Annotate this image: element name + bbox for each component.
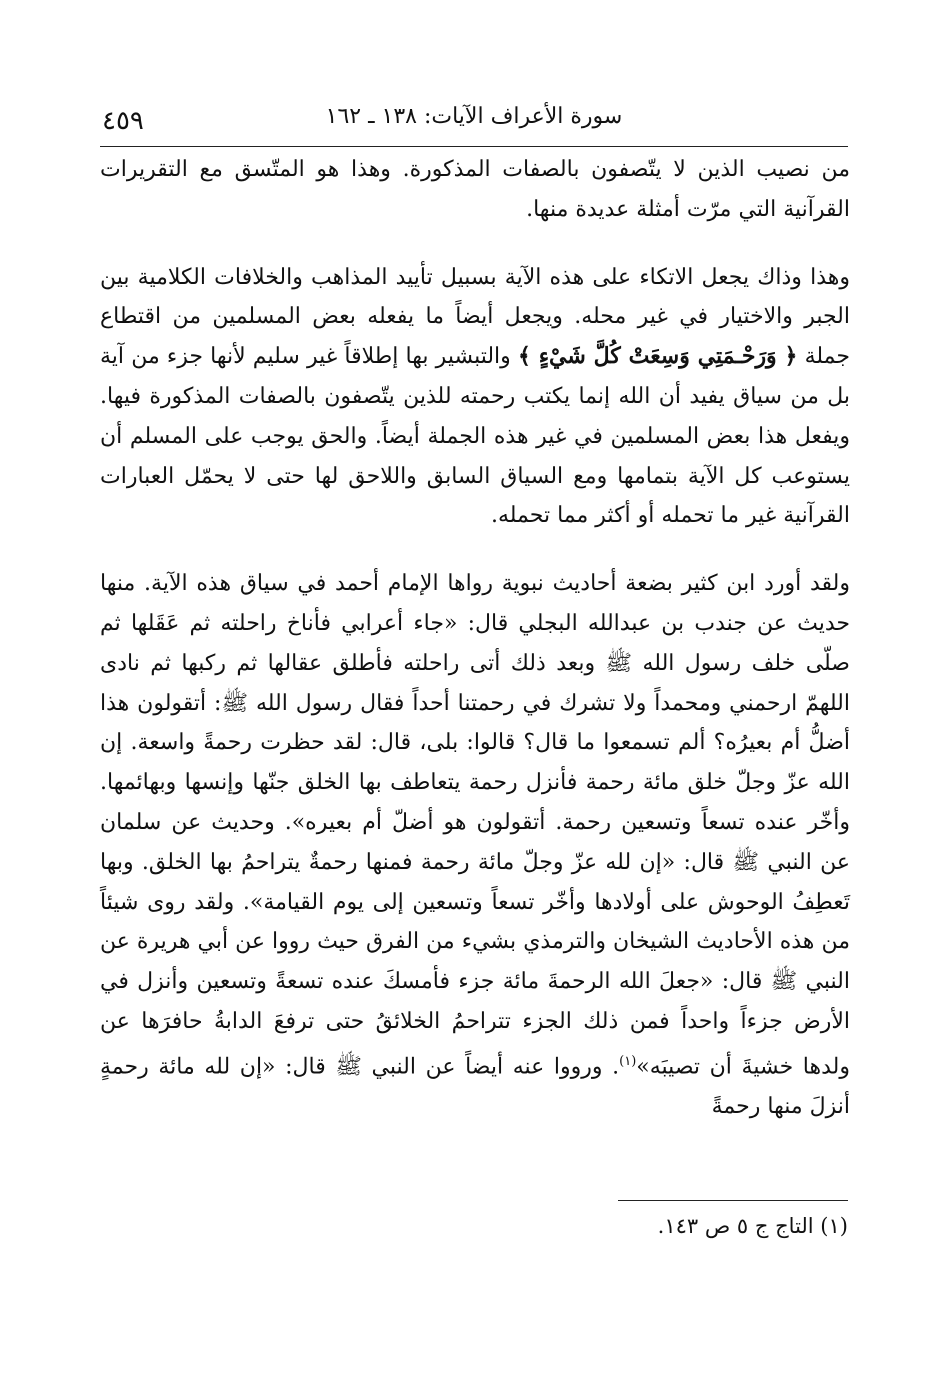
paragraph-2-start: وهذا وذاك يجعل الاتكاء على هذه الآية بسبيل تأييد المذاهب والخلافات الكلامية بين الجبر والاختيار في غير محله. ويجعل أيضاً ما يفعله بعض المسلمين من اقتطاع جملة: [100, 264, 850, 370]
paragraph-1: من نصيب الذين لا يتّصفون بالصفات المذكورة. وهذا هو المتّسق مع التقريرات القرآنية التي مرّت أمثلة عديدة منها.: [100, 157, 850, 222]
footnote-reference[interactable]: (١): [619, 1053, 637, 1069]
paragraph-3-start: ولقد أورد ابن كثير بضعة أحاديث نبوية رواها الإمام أحمد في سياق هذه الآية. منها حديث عن جندب بن عبدالله البجلي قال: «جاء أعرابي فأناخ راحلته ثم عَقَلها ثم صلّى خلف رسول الله ﷺ وبعد ذلك أتى راحلته فأطلق عقالها ثم ركبها ثم نادى اللهمّ ارحمني ومحمداً ولا تشرك في رحمتنا أحداً فقال رسول الله ﷺ: أتقولون هذا أضلُّ أم بعيرُه؟ ألم تسمعوا ما قال؟ قالوا: بلى، قال: لقد حظرت رحمةً واسعة. إن الله عزّ وجلّ خلق مائة رحمة فأنزل رحمة يتعاطف بها الخلق جنّها وإنسها وبهائمها. وأخّر عنده تسعاً وتسعين رحمة. أتقولون هو أضلّ أم بعيره». وحديث عن سلمان عن النبي ﷺ قال: «إن لله عزّ وجلّ مائة رحمة فمنها رحمةٌ يتراحمُ بها الخلق. وبها تَعطِفُ الوحوش على أولادها وأخّر تسعاً وتسعين إلى يوم القيامة». ولقد روى شيئاً من هذه الأحاديث الشيخان والترمذي بشيء من الفرق حيث رووا عن أبي هريرة عن النبي ﷺ قال: «جعلَ الله الرحمةَ مائة جزء فأمسكَ عنده تسعةً وتسعين وأنزل في الأرض جزءاً واحداً فمن ذلك الجزء تتراحمُ الخلائقُ حتى ترفعَ الدابةُ حافرَها عن ولدها خشيةَ أن تصيبَه»: [100, 571, 850, 1080]
footnotes-section: [100, 1200, 848, 1241]
footnote-1: (١) التاج ج ٥ ص ١٤٣.: [657, 1214, 848, 1238]
main-text: [100, 150, 850, 1127]
paragraph-3-end: . ورووا عنه أيضاً عن النبي ﷺ قال: «إن لله مائة رحمةٍ أنزلَ منها رحمةً: [100, 1054, 850, 1119]
chapter-title: سورة الأعراف الآيات: ١٣٨ ـ ١٦٢: [325, 104, 623, 129]
paragraph-2: [100, 258, 850, 537]
paragraph-2-end: والتبشير بها إطلاقاً غير سليم لأنها جزء من آية بل من سياق يفيد أن الله إنما يكتب رحمته للذين يتّصفون بالصفات المذكورة فيها. ويفعل هذا بعض المسلمين في غير هذه الجملة أيضاً. والحق يوجب على المسلم أن يستوعب كل الآية بتمامها ومع السياق السابق واللاحق لها حتى لا يحمّل العبارات القرآنية غير ما تحمله أو أكثر مما تحمله.: [100, 344, 850, 529]
paragraph-3: [100, 564, 850, 1126]
page-number: ٤٥٩: [102, 106, 144, 136]
quran-verse: ﴿ وَرَحْـمَتِي وَسِعَتْ كُلَّ شَيْءٍ ﴾: [517, 343, 798, 370]
footnote-divider: [618, 1200, 848, 1201]
paragraph-gap: [100, 536, 850, 564]
running-header: [100, 100, 848, 147]
paragraph-gap: [100, 230, 850, 258]
